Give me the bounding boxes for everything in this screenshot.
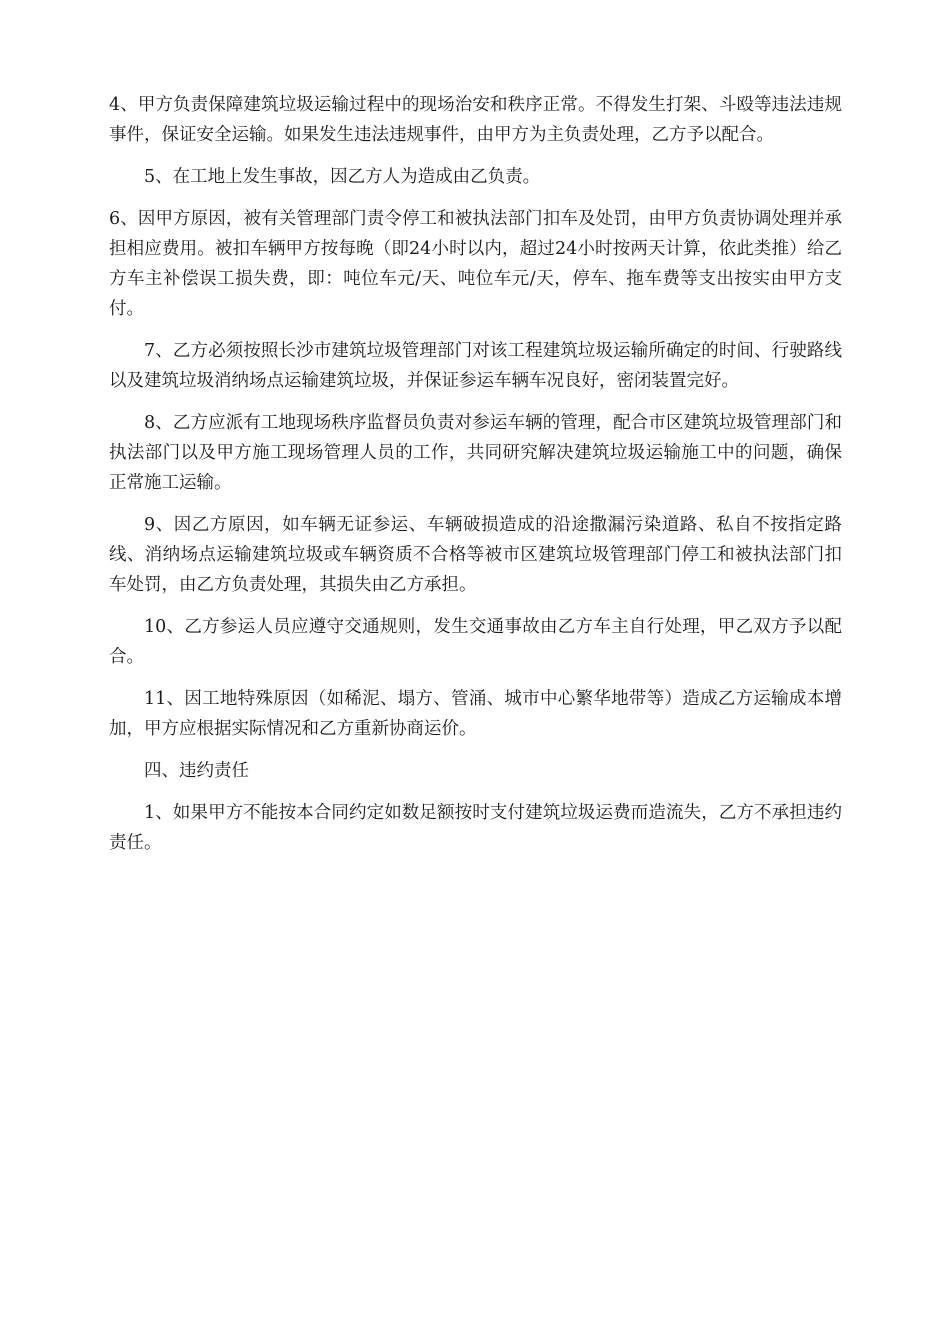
clause-7-paragraph: 7、乙方必须按照长沙市建筑垃圾管理部门对该工程建筑垃圾运输所确定的时间、行驶路线以及建筑垃圾消纳场点运输建筑垃圾，并保证参运车辆车况良好，密闭装置完好。 — [109, 341, 842, 391]
clause-6-paragraph: 6、因甲方原因，被有关管理部门责令停工和被执法部门扣车及处罚，由甲方负责协调处理并承担相应费用。被扣车辆甲方按每晚（即24小时以内，超过24小时按两天计算，依此类推）给乙方车主补偿误工损失费，即：吨位车元/天、吨位车元/天，停车、拖车费等支出按实由甲方支付。 — [109, 209, 842, 319]
clause-11-paragraph: 11、因工地特殊原因（如稀泥、塌方、管涌、城市中心繁华地带等）造成乙方运输成本增加，甲方应根据实际情况和乙方重新协商运价。 — [109, 689, 842, 739]
document-body — [109, 90, 842, 870]
clause-9-paragraph: 9、因乙方原因，如车辆无证参运、车辆破损造成的沿途撒漏污染道路、私自不按指定路线、消纳场点运输建筑垃圾或车辆资质不合格等被市区建筑垃圾管理部门停工和被执法部门扣车处罚，由乙方负责处理，其损失由乙方承担。 — [109, 515, 842, 595]
clause-4-paragraph: 4、甲方负责保障建筑垃圾运输过程中的现场治安和秩序正常。不得发生打架、斗殴等违法违规事件，保证安全运输。如果发生违法违规事件，由甲方为主负责处理，乙方予以配合。 — [109, 95, 842, 145]
clause-5-paragraph: 5、在工地上发生事故，因乙方人为造成由乙负责。 — [144, 167, 541, 187]
clause-8-paragraph: 8、乙方应派有工地现场秩序监督员负责对参运车辆的管理，配合市区建筑垃圾管理部门和执法部门以及甲方施工现场管理人员的工作，共同研究解决建筑垃圾运输施工中的问题，确保正常施工运输。 — [109, 413, 842, 493]
section-heading-breach-liability: 四、违约责任 — [144, 761, 249, 781]
clause-10-paragraph: 10、乙方参运人员应遵守交通规则，发生交通事故由乙方车主自行处理，甲乙双方予以配合。 — [109, 617, 842, 667]
breach-clause-1-paragraph: 1、如果甲方不能按本合同约定如数足额按时支付建筑垃圾运费而造流失，乙方不承担违约责任。 — [109, 803, 842, 853]
